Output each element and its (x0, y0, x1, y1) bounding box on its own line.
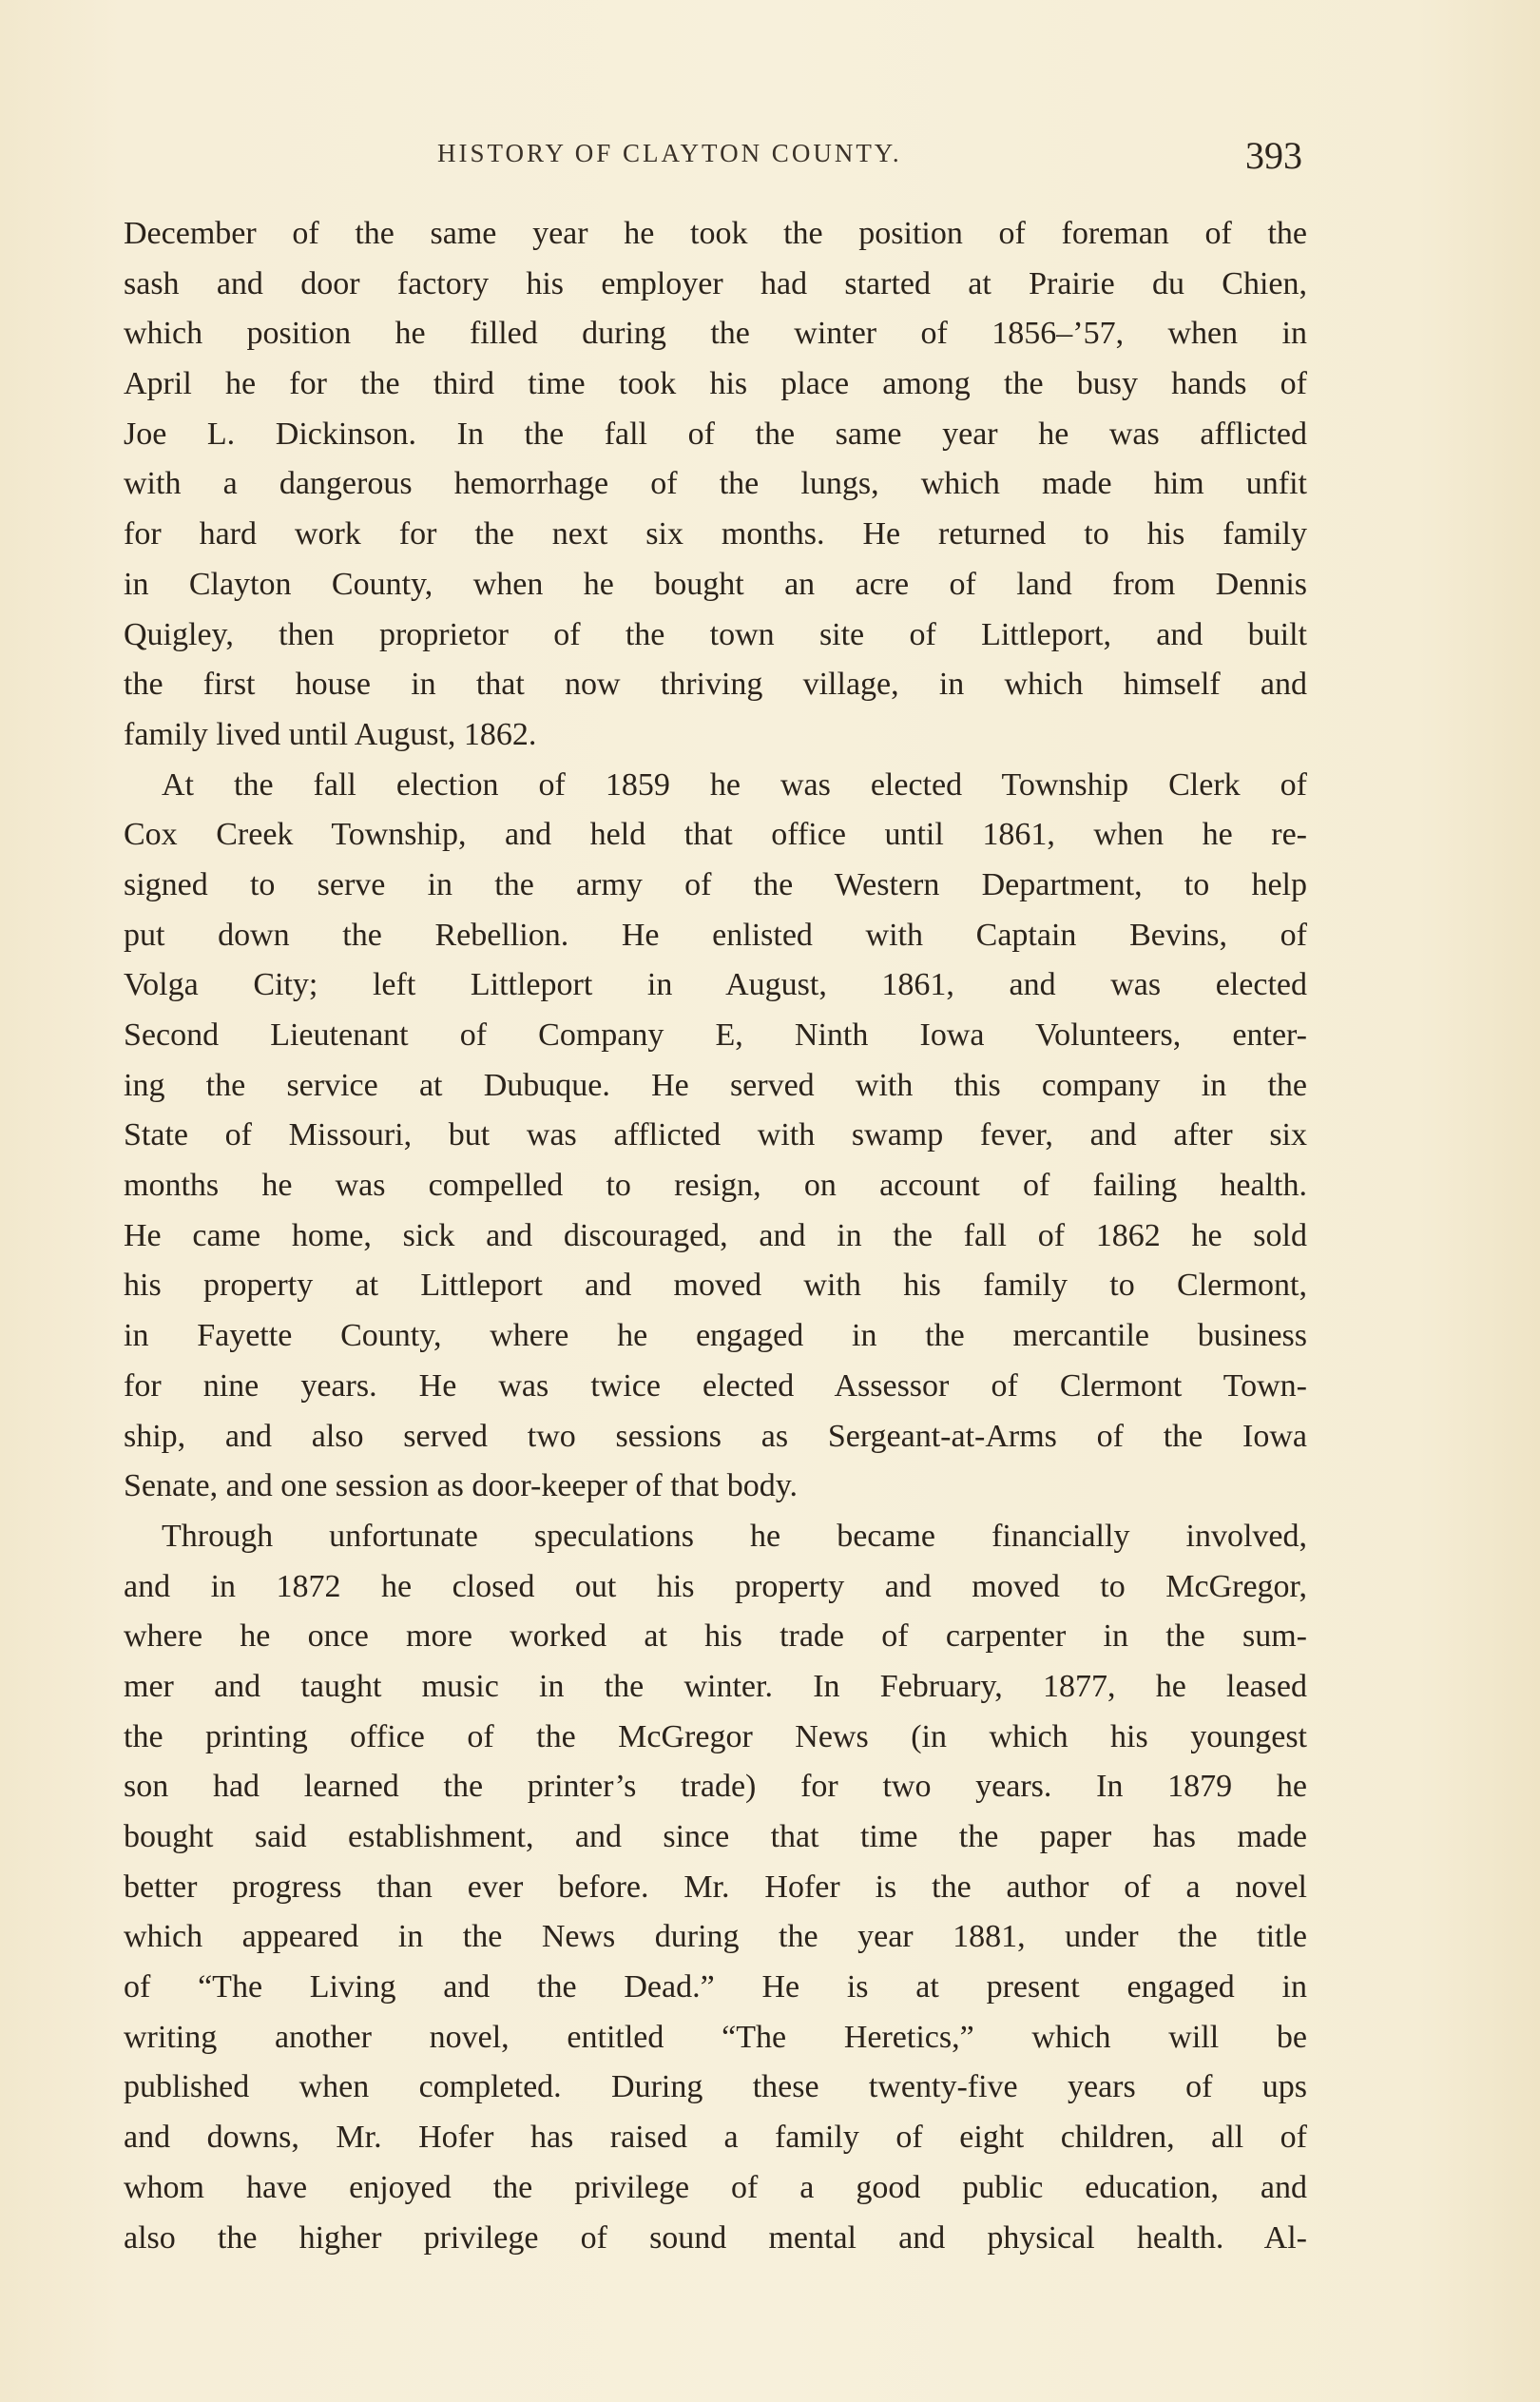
running-title: HISTORY OF CLAYTON COUNTY. (437, 139, 902, 167)
text-line: put down the Rebellion. He enlisted with Captain Bevins, of (124, 917, 1307, 953)
text-line: mer and taught music in the winter. In February, 1877, he leased (124, 1668, 1307, 1704)
text-line: He came home, sick and discouraged, and in the fall of 1862 he sold (124, 1217, 1307, 1253)
text-line: and downs, Mr. Hofer has raised a family of eight children, all of (124, 2120, 1307, 2156)
text-line: bought said establishment, and since that time the paper has made (124, 1819, 1307, 1854)
text-line: for hard work for the next six months. He returned to his family (124, 516, 1307, 552)
paragraph-start-line: Through unfortunate speculations he became financially involved, (162, 1518, 1307, 1554)
body-text (124, 209, 1307, 2263)
text-line: State of Missouri, but was afflicted with swamp fever, and after six (124, 1117, 1307, 1153)
paragraph-start-line: At the fall election of 1859 he was elected Township Clerk of (162, 766, 1307, 803)
text-line: better progress than ever before. Mr. Hofer is the author of a novel (124, 1869, 1307, 1905)
text-line: his property at Littleport and moved with his family to Clermont, (124, 1268, 1307, 1304)
text-line: in Clayton County, when he bought an acre of land from Dennis (124, 566, 1307, 602)
text-line: sash and door factory his employer had started at Prairie du Chien, (124, 265, 1307, 301)
text-line: December of the same year he took the position of foreman of the (124, 216, 1307, 251)
text-line: son had learned the printer’s trade) for two years. In 1879 he (124, 1769, 1307, 1805)
text-line: for nine years. He was twice elected Assessor of Clermont Town- (124, 1367, 1307, 1404)
text-line: and in 1872 he closed out his property and moved to McGregor, (124, 1568, 1307, 1604)
text-line: Joe L. Dickinson. In the fall of the same year he was afflicted (124, 416, 1307, 452)
running-head (124, 133, 1302, 181)
text-line: whom have enjoyed the privilege of a good public education, and (124, 2169, 1307, 2205)
text-line: months he was compelled to resign, on account of failing health. (124, 1168, 1307, 1204)
text-line: Volga City; left Littleport in August, 1861, and was elected (124, 967, 1307, 1003)
page-number: 393 (1245, 134, 1302, 177)
text-line: April he for the third time took his place among the busy hands of (124, 366, 1307, 402)
text-line: also the higher privilege of sound mental and physical health. Al- (124, 2219, 1307, 2256)
text-line: the printing office of the McGregor News (in which his youngest (124, 1718, 1307, 1754)
text-line: with a dangerous hemorrhage of the lungs, which made him unfit (124, 466, 1307, 502)
paragraph-end-line: Senate, and one session as door-keeper of that body. (124, 1468, 799, 1504)
text-line: where he once more worked at his trade of carpenter in the sum- (124, 1618, 1307, 1655)
text-line: of “The Living and the Dead.” He is at present engaged in (124, 1969, 1307, 2005)
text-line: the first house in that now thriving village, in which himself and (124, 667, 1307, 703)
text-line: writing another novel, entitled “The Heretics,” which will be (124, 2019, 1307, 2055)
text-line: which appeared in the News during the year 1881, under the title (124, 1919, 1307, 1955)
paragraph-end-line: family lived until August, 1862. (124, 716, 537, 752)
text-line: published when completed. During these twenty-five years of ups (124, 2069, 1307, 2105)
text-line: ship, and also served two sessions as Sergeant-at-Arms of the Iowa (124, 1418, 1307, 1454)
text-line: Quigley, then proprietor of the town site of Littleport, and built (124, 616, 1307, 652)
text-line: in Fayette County, where he engaged in the mercantile business (124, 1318, 1307, 1354)
text-line: ing the service at Dubuque. He served with this company in the (124, 1067, 1307, 1103)
text-line: Cox Creek Township, and held that office until 1861, when he re- (124, 817, 1307, 853)
text-line: signed to serve in the army of the Western Department, to help (124, 866, 1307, 902)
text-line: Second Lieutenant of Company E, Ninth Iowa Volunteers, enter- (124, 1017, 1307, 1053)
text-line: which position he filled during the winter of 1856–’57, when in (124, 316, 1307, 352)
